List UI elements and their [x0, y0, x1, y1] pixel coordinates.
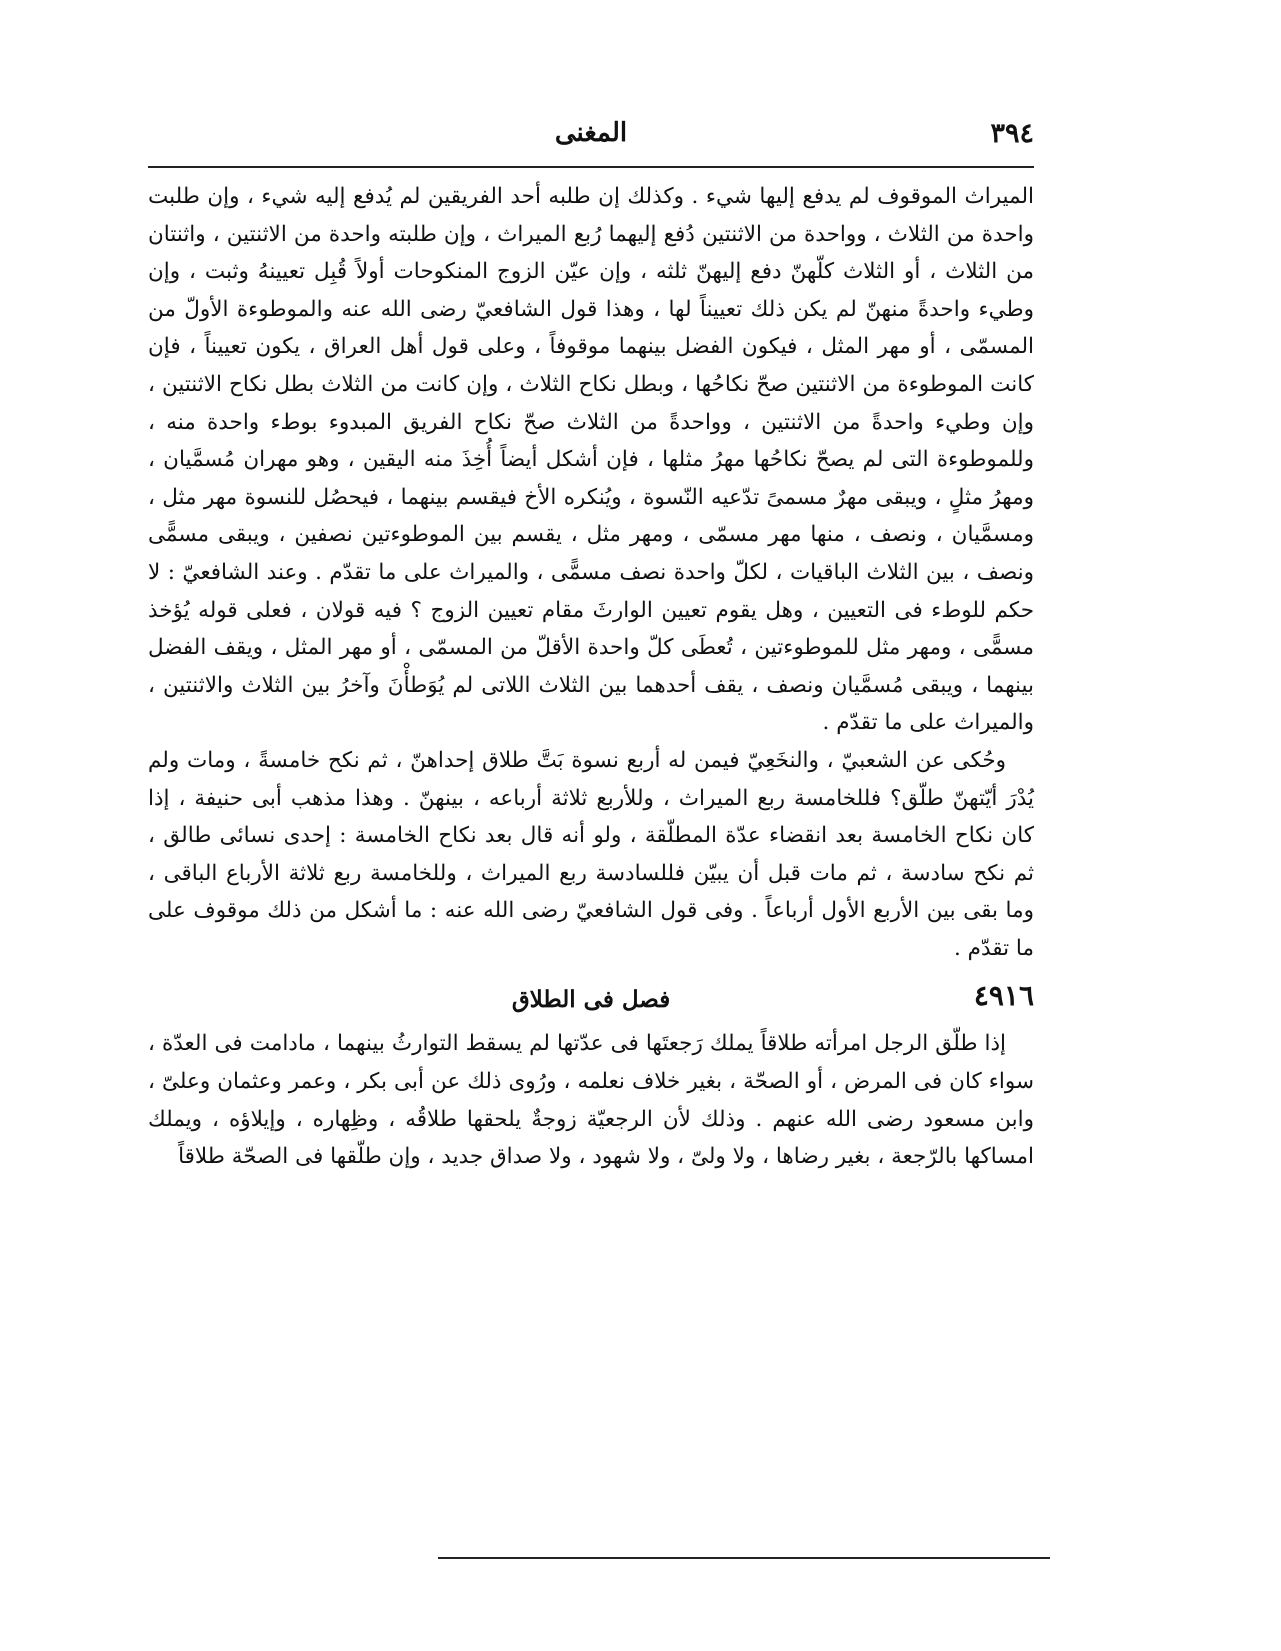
body-text	[148, 178, 1034, 1176]
footer-rule	[438, 1557, 1050, 1559]
page-header	[148, 118, 1034, 166]
paragraph: الميراث الموقوف لم يدفع إليها شيء . وكذلك إن طلبه أحد الفريقين لم يُدفع إليه شيء ، وإن طلبت واحدة من الثلاث ، وواحدة من الاثنتين دُفع إليهما رُبع الميراث ، وإن طلبته واحدة من الاثنتين ، واثنتان من الثلاث ، أو الثلاث كلّهنّ دفع إليهنّ ثلثه ، وإن عيّن الزوج المنكوحات أولاً قُبِل تعيينهُ وثبت ، وإن وطيء واحدةً منهنّ لم يكن ذلك تعييناً لها ، وهذا قول الشافعيّ رضى الله عنه والموطوءة الأولّ من المسمّى ، أو مهر المثل ، فيكون الفضل بينهما موقوفاً ، وعلى قول أهل العراق ، يكون تعييناً ، فإن كانت الموطوءة من الاثنتين صحّ نكاحُها ، وبطل نكاح الثلاث ، وإن كانت من الثلاث بطل نكاح الاثنتين ، وإن وطيء واحدةً من الاثنتين ، وواحدةً من الثلاث صحّ نكاح الفريق المبدوء بوطء واحدة منه ، وللموطوءة التى لم يصحّ نكاحُها مهرُ مثلها ، فإن أشكل أيضاً أُخِذَ منه اليقين ، وهو مهران مُسمَّيان ، ومهرُ مثلٍ ، ويبقى مهرٌ مسمىً تدّعيه النّسوة ، ويُنكره الأخ فيقسم بينهما ، فيحصُل للنسوة مهر مثل ، ومسمَّيان ، ونصف ، منها مهر مسمّى ، ومهر مثل ، يقسم بين الموطوءتين نصفين ، ويبقى مسمًّى ونصف ، بين الثلاث الباقيات ، لكلّ واحدة نصف مسمًّى ، والميراث على ما تقدّم . وعند الشافعيّ : لا حكم للوطء فى التعيين ، وهل يقوم تعيين الوارثَ مقام تعيين الزوج ؟ فيه قولان ، فعلى قوله يُؤخذ مسمًّى ، ومهر مثل للموطوءتين ، تُعطَى كلّ واحدة الأقلّ من المسمّى ، أو مهر المثل ، ويقف الفضل بينهما ، ويبقى مُسمَّيان ونصف ، يقف أحدهما بين الثلاث اللاتى لم يُوَطأْنَ وآخرُ بين الثلاث والاثنتين ، والميراث على ما تقدّم .	[148, 184, 1034, 736]
paragraph: وحُكى عن الشعبيّ ، والنخَعِيّ فيمن له أربع نسوة بَتَّ طلاق إحداهنّ ، ثم نكح خامسةً ، ومات ولم يُدْرَ أيّتهنّ طلّق؟ فللخامسة ربع الميراث ، وللأربع ثلاثة أرباعه ، بينهنّ . وهذا مذهب أبى حنيفة ، إذا كان نكاح الخامسة بعد انقضاء عدّة المطلّقة ، ولو أنه قال بعد نكاح الخامسة : إحدى نسائى طالق ، ثم نكح سادسة ، ثم مات قبل أن يبيّن فللسادسة ربع الميراث ، وللخامسة ربع ثلاثة الأرباع الباقى ، وما بقى بين الأربع الأول أرباعاً . وفى قول الشافعيّ رضى الله عنه : ما أشكل من ذلك موقوف على ما تقدّم .	[148, 747, 1034, 961]
running-title: المغنى	[554, 118, 628, 148]
section-heading	[148, 973, 1034, 1025]
page-number: ٣٩٤	[990, 118, 1034, 149]
section-number: ٤٩١٦	[973, 979, 1034, 1013]
section-title: فصل فى الطلاق	[511, 986, 671, 1014]
header-rule	[148, 166, 1034, 168]
paragraph: إذا طلّق الرجل امرأته طلاقاً يملك رَجعتَها فى عدّتها لم يسقط التوارثُ بينهما ، مادامت فى العدّة ، سواء كان فى المرض ، أو الصحّة ، بغير خلاف نعلمه ، ورُوى ذلك عن أبى بكر ، وعمر وعثمان وعلىّ ، وابن مسعود رضى الله عنهم . وذلك لأن الرجعيّة زوجةٌ يلحقها طلاقُه ، وظِهاره ، وإيلاؤه ، ويملك امساكها بالرّجعة ، بغير رضاها ، ولا ولىّ ، ولا شهود ، ولا صداق جديد ، وإن طلّقها فى الصحّة طلاقاً	[148, 1031, 1034, 1170]
